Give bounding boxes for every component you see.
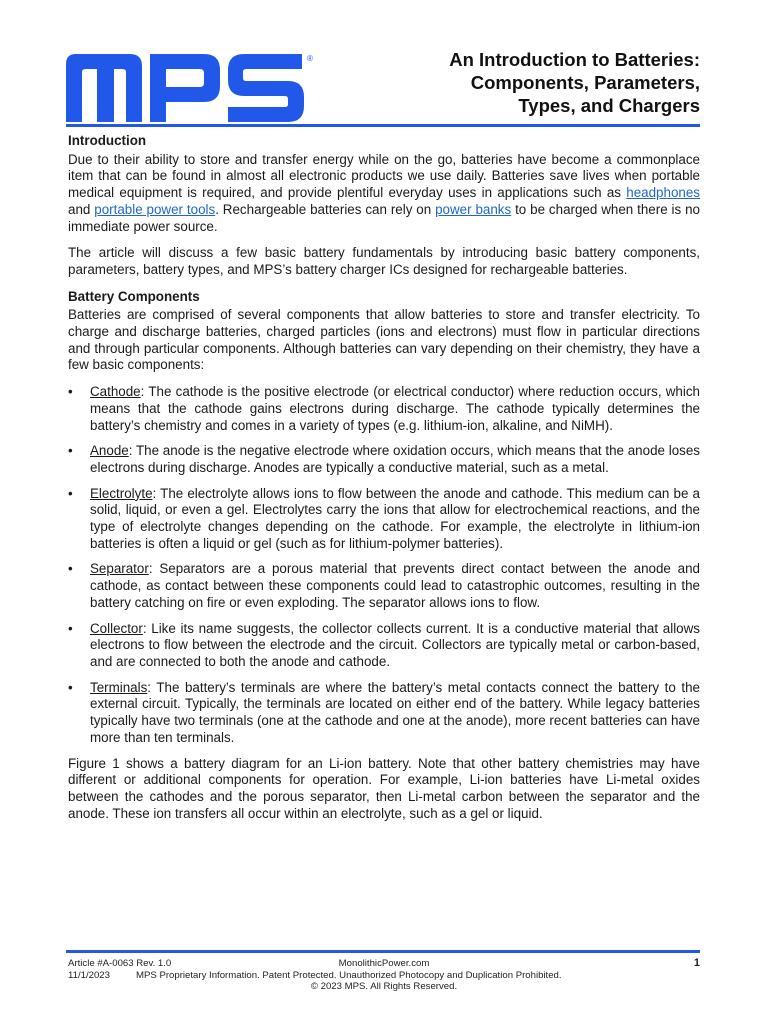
list-item-cathode <box>68 384 700 434</box>
definition-terminals: : The battery’s terminals are where the battery’s metal contacts connect the battery to the external circuit. Typically, the terminals are located on either end of the battery. While legacy batteries typically have two terminals (one at the cathode and one at the anode), more recent batteries can have more than ten terminals. <box>90 679 700 745</box>
footer-rule <box>66 950 700 953</box>
definition-separator: : Separators are a porous material that prevents direct contact between the anode and cathode, as contact between these components could lead to catastrophic outcomes, resulting in the battery catching on fire or even exploding. The separator allows ions to flow. <box>90 561 700 610</box>
term-anode: Anode <box>90 443 129 459</box>
components-paragraph-1: Batteries are comprised of several components that allow batteries to store and transfer electricity. To charge and discharge batteries, charged particles (ions and electrons) must flow in particular directions and through particular components. Although batteries can vary depending on their chemistry, they have a few basic components: <box>68 307 700 373</box>
intro-text-4: to be charged when there is no immediate power source. <box>68 201 701 234</box>
bullet: • <box>68 443 73 459</box>
bullet: • <box>68 679 73 695</box>
mps-logo <box>66 50 314 126</box>
article-number: Article #A-0063 Rev. 1.0 <box>68 958 172 969</box>
term-collector: Collector <box>90 620 143 636</box>
header-rule <box>66 124 700 127</box>
bullet: • <box>68 384 73 400</box>
title-line-2: Components, Parameters, <box>470 72 700 93</box>
document-title <box>320 48 700 117</box>
components-heading: Battery Components <box>68 288 200 304</box>
term-electrolyte: Electrolyte <box>90 485 153 501</box>
components-list <box>68 384 700 746</box>
page-footer <box>68 958 700 993</box>
footer-date: 11/1/2023 <box>68 969 110 981</box>
components-paragraph-2: Figure 1 shows a battery diagram for an Li-ion battery. Note that other battery chemistries may have different or additional components for operation. For example, Li-ion batteries have Li-metal oxides between the cathodes and the porous separator, then Li-metal carbon between the separator and the anode. These ion transfers all occur within an electrolyte, such as a gel or liquid. <box>68 755 700 821</box>
page-number: 1 <box>693 957 700 969</box>
copyright: © 2023 MPS. All Rights Reserved. <box>310 981 458 992</box>
intro-text-1: Due to their ability to store and transfer energy while on the go, batteries have become a commonplace item that can be found in almost all electronic products we use daily. Batteries save lives when portable medical equipment is required, and provide plentiful everyday uses in applications such as <box>68 151 700 201</box>
definition-cathode: : The cathode is the positive electrode (or electrical conductor) where reduction occurs, which means that the cathode gains electrons during discharge. The cathode typically determines the battery’s chemistry and comes in a variety of types (e.g. lithium-ion, alkaline, and NiMH). <box>90 384 700 433</box>
intro-paragraph-1 <box>68 152 700 236</box>
bullet: • <box>68 561 73 577</box>
bullet: • <box>68 620 73 636</box>
definition-anode: : The anode is the negative electrode where oxidation occurs, which means that the anode loses electrons during discharge. Anodes are typically a conductive material, such as a metal. <box>90 443 700 475</box>
article-body <box>68 133 700 832</box>
list-item-collector <box>68 621 700 671</box>
website: MonolithicPower.com <box>338 958 430 969</box>
definition-electrolyte: : The electrolyte allows ions to flow between the anode and cathode. This medium can be a solid, liquid, or even a gel. Electrolytes carry the ions that allow for electrochemical reactions, and the type of electrolyte changes depending on the cathode. For example, the electrolyte in lithium-ion batteries is often a liquid or gel (such as for lithium-polymer batteries). <box>90 485 700 551</box>
bullet: • <box>68 485 73 501</box>
headphones-link[interactable]: headphones <box>626 185 700 201</box>
intro-text-3: . Rechargeable batteries can rely on <box>215 201 436 217</box>
intro-text-2: and <box>68 201 95 217</box>
term-cathode: Cathode <box>90 384 141 400</box>
intro-heading: Introduction <box>68 133 147 148</box>
term-separator: Separator <box>90 561 149 577</box>
registered-mark: ® <box>307 54 313 63</box>
list-item-separator <box>68 561 700 611</box>
term-terminals: Terminals <box>90 679 148 695</box>
list-item-electrolyte <box>68 486 700 553</box>
power-banks-link[interactable]: power banks <box>435 201 512 217</box>
intro-paragraph-2: The article will discuss a few basic battery fundamentals by introducing basic battery components, parameters, battery types, and MPS’s battery charger ICs designed for rechargeable batteries. <box>68 245 700 277</box>
list-item-anode <box>68 443 700 476</box>
list-item-terminals <box>68 680 700 747</box>
proprietary-notice: MPS Proprietary Information. Patent Protected. Unauthorized Photocopy and Duplication Prohibited. <box>136 969 562 981</box>
title-line-1: An Introduction to Batteries: <box>449 49 700 70</box>
title-line-3: Types, and Chargers <box>518 95 700 116</box>
definition-collector: : Like its name suggests, the collector collects current. It is a conductive material that allows electrons to flow between the electrode and the circuit. Collectors are typically metal or carbon-based, and are connected to both the anode and cathode. <box>90 620 700 669</box>
portable-power-tools-link[interactable]: portable power tools <box>94 201 216 217</box>
